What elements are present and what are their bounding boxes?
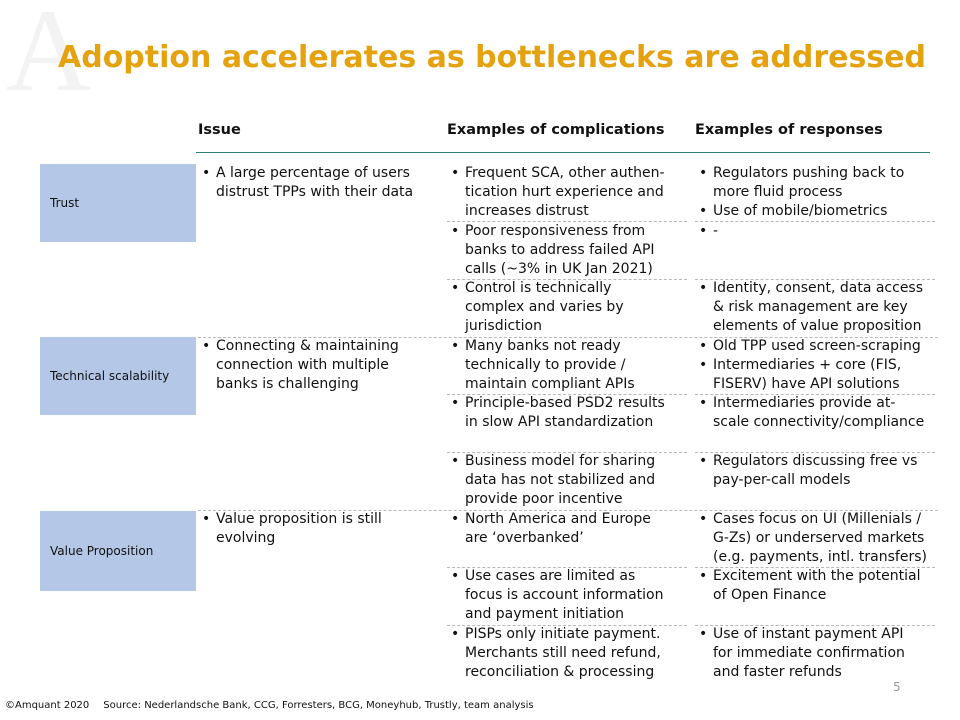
response-item: • -	[695, 222, 939, 241]
footer	[5, 700, 534, 711]
row-separator	[447, 394, 687, 395]
complication-item: • Poor responsiveness from banks to address failed API calls (~3% in UK Jan 2021)	[447, 222, 689, 279]
header-divider	[196, 152, 930, 153]
category-trust: Trust	[40, 164, 196, 242]
complication-item: • North America and Europe are ‘overbanked’	[447, 510, 689, 548]
row-separator	[447, 452, 687, 453]
complication-item: • Use cases are limited as focus is account information and payment initiation	[447, 567, 689, 624]
row-separator	[695, 279, 935, 280]
response-item: • Old TPP used screen-scraping	[695, 337, 939, 356]
response-item: • Use of mobile/biometrics	[695, 202, 939, 221]
row-separator	[695, 394, 935, 395]
row-separator	[447, 221, 687, 222]
response-item: • Regulators pushing back to more fluid process	[695, 164, 939, 202]
category-technical-scalability: Technical scalability	[40, 337, 196, 415]
row-separator	[447, 567, 687, 568]
header-issue: Issue	[198, 122, 241, 138]
response-item: • Identity, consent, data access & risk management are key elements of value proposition	[695, 279, 939, 336]
response-item: • Intermediaries provide at- scale connectivity/compliance	[695, 394, 939, 432]
row-separator	[198, 337, 938, 338]
header-complications: Examples of complications	[447, 122, 665, 138]
complication-item: • Principle-based PSD2 results in slow API standardization	[447, 394, 689, 432]
issue-value-proposition: • Value proposition is still evolving	[198, 510, 438, 548]
complication-item: • Control is technically complex and varies by jurisdiction	[447, 279, 689, 336]
row-separator	[447, 625, 687, 626]
source-note: Source: Nederlandsche Bank, CCG, Forresters, BCG, Moneyhub, Trustly, team analysis	[103, 700, 534, 711]
complication-item: • Many banks not ready technically to provide / maintain compliant APIs	[447, 337, 689, 394]
complication-item: • Frequent SCA, other authen- tication hurt experience and increases distrust	[447, 164, 689, 221]
issue-technical-scalability: • Connecting & maintaining connection with multiple banks is challenging	[198, 337, 438, 394]
row-separator	[695, 452, 935, 453]
complication-item: • PISPs only initiate payment. Merchants still need refund, reconciliation & processing	[447, 625, 689, 682]
row-separator	[198, 510, 938, 511]
response-item: • Regulators discussing free vs pay-per-call models	[695, 452, 939, 490]
issue-trust: • A large percentage of users distrust TPPs with their data	[198, 164, 438, 202]
response-item: • Use of instant payment API for immediate confirmation and faster refunds	[695, 625, 939, 682]
response-item: • Excitement with the potential of Open Finance	[695, 567, 939, 605]
response-item: • Intermediaries + core (FIS, FISERV) have API solutions	[695, 356, 939, 394]
page-number: 5	[893, 680, 901, 694]
row-separator	[695, 221, 935, 222]
complication-item: • Business model for sharing data has not stabilized and provide poor incentive	[447, 452, 689, 509]
slide-title: Adoption accelerates as bottlenecks are addressed	[58, 40, 927, 75]
row-separator	[447, 279, 687, 280]
watermark-letter: A	[6, 0, 92, 116]
response-item: • Cases focus on UI (Millenials / G-Zs) or underserved markets (e.g. payments, intl. transfers)	[695, 510, 939, 567]
header-responses: Examples of responses	[695, 122, 883, 138]
row-separator	[695, 567, 935, 568]
row-separator	[695, 625, 935, 626]
copyright: ©Amquant 2020	[5, 700, 90, 711]
category-value-proposition: Value Proposition	[40, 511, 196, 591]
